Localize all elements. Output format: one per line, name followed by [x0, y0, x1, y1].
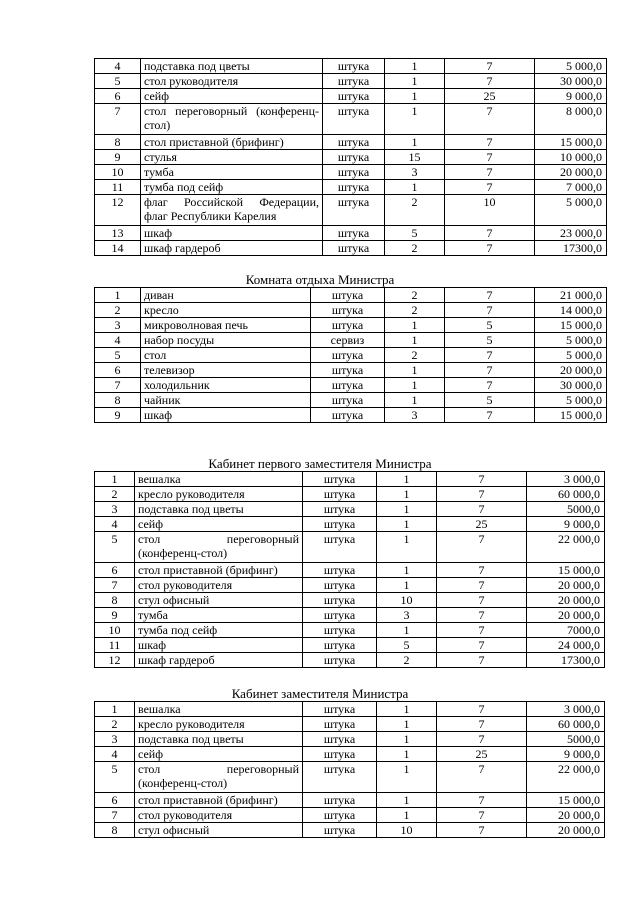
table-row: [95, 762, 605, 793]
first-deputy-office-table: [94, 471, 605, 668]
row-number-cell: 2: [95, 717, 135, 732]
row-number-cell: 4: [95, 59, 141, 74]
item-name-cell: стулья: [141, 150, 323, 165]
unit-cell: штука: [303, 623, 377, 638]
item-name-cell: стул офисный: [135, 823, 303, 838]
quantity-cell: 1: [385, 74, 445, 89]
row-number-cell: 6: [95, 89, 141, 104]
quantity-cell: 2: [385, 288, 445, 303]
table-row: [95, 608, 605, 623]
service-life-cell: 7: [437, 823, 527, 838]
item-name-cell: подставка под цветы: [141, 59, 323, 74]
section-title-rest-room: Комната отдыха Министра: [245, 272, 395, 287]
unit-cell: штука: [323, 104, 385, 135]
unit-cell: штука: [311, 363, 385, 378]
service-life-cell: 7: [437, 608, 527, 623]
unit-cell: штука: [311, 393, 385, 408]
table-row: [95, 732, 605, 747]
row-number-cell: 1: [95, 702, 135, 717]
price-cell: 17300,0: [535, 241, 607, 256]
service-life-cell: 25: [445, 89, 535, 104]
quantity-cell: 1: [377, 563, 437, 578]
row-number-cell: 7: [95, 104, 141, 135]
quantity-cell: 2: [385, 348, 445, 363]
item-name-cell: тумба под сейф: [141, 180, 323, 195]
item-name-cell: шкаф гардероб: [135, 653, 303, 668]
table-row: [95, 487, 605, 502]
service-life-cell: 7: [437, 487, 527, 502]
unit-cell: штука: [323, 59, 385, 74]
price-cell: 3 000,0: [527, 472, 605, 487]
unit-cell: штука: [303, 638, 377, 653]
unit-cell: штука: [303, 808, 377, 823]
unit-cell: штука: [323, 135, 385, 150]
item-name-cell: шкаф гардероб: [141, 241, 323, 256]
unit-cell: штука: [303, 487, 377, 502]
item-name-cell: сейф: [135, 747, 303, 762]
item-name-cell: стол переговорный (конференц-стол): [135, 762, 303, 793]
item-name-cell: подставка под цветы: [135, 732, 303, 747]
quantity-cell: 5: [377, 638, 437, 653]
unit-cell: штука: [323, 195, 385, 226]
table-row: [95, 823, 605, 838]
quantity-cell: 1: [385, 363, 445, 378]
table-row: [95, 241, 607, 256]
table-row: [95, 333, 607, 348]
quantity-cell: 1: [377, 808, 437, 823]
row-number-cell: 8: [95, 393, 141, 408]
table-row: [95, 59, 607, 74]
quantity-cell: 1: [377, 532, 437, 563]
unit-cell: штука: [323, 74, 385, 89]
quantity-cell: 1: [377, 502, 437, 517]
service-life-cell: 5: [445, 318, 535, 333]
price-cell: 5 000,0: [535, 348, 607, 363]
section-title-deputy-office: Кабинет заместителя Министра: [231, 686, 409, 701]
unit-cell: штука: [323, 180, 385, 195]
unit-cell: штука: [323, 226, 385, 241]
price-cell: 5 000,0: [535, 393, 607, 408]
item-name-cell: стол приставной (брифинг): [135, 563, 303, 578]
quantity-cell: 1: [385, 333, 445, 348]
price-cell: 23 000,0: [535, 226, 607, 241]
price-cell: 8 000,0: [535, 104, 607, 135]
quantity-cell: 1: [377, 793, 437, 808]
quantity-cell: 1: [377, 623, 437, 638]
unit-cell: штука: [303, 472, 377, 487]
row-number-cell: 11: [95, 638, 135, 653]
service-life-cell: 10: [445, 195, 535, 226]
service-life-cell: 7: [445, 241, 535, 256]
table-body: [95, 59, 607, 256]
table-row: [95, 393, 607, 408]
quantity-cell: 1: [377, 747, 437, 762]
price-cell: 30 000,0: [535, 74, 607, 89]
unit-cell: штука: [303, 732, 377, 747]
item-name-cell: стол приставной (брифинг): [135, 793, 303, 808]
row-number-cell: 3: [95, 502, 135, 517]
unit-cell: штука: [303, 762, 377, 793]
service-life-cell: 7: [445, 180, 535, 195]
unit-cell: штука: [303, 517, 377, 532]
unit-cell: штука: [303, 502, 377, 517]
item-name-cell: сейф: [135, 517, 303, 532]
row-number-cell: 12: [95, 195, 141, 226]
item-name-cell: стол руководителя: [141, 74, 323, 89]
row-number-cell: 5: [95, 74, 141, 89]
row-number-cell: 6: [95, 793, 135, 808]
unit-cell: штука: [303, 793, 377, 808]
row-number-cell: 3: [95, 318, 141, 333]
service-life-cell: 7: [445, 135, 535, 150]
table-row: [95, 638, 605, 653]
item-name-cell: кресло руководителя: [135, 717, 303, 732]
table-row: [95, 532, 605, 563]
price-cell: 30 000,0: [535, 378, 607, 393]
table-row: [95, 195, 607, 226]
table-row: [95, 348, 607, 363]
service-life-cell: 7: [437, 808, 527, 823]
quantity-cell: 1: [385, 393, 445, 408]
quantity-cell: 1: [385, 135, 445, 150]
rest-room-table: [94, 287, 607, 423]
item-name-cell: тумба: [141, 165, 323, 180]
price-cell: 20 000,0: [527, 593, 605, 608]
price-cell: 60 000,0: [527, 487, 605, 502]
service-life-cell: 7: [445, 150, 535, 165]
row-number-cell: 10: [95, 165, 141, 180]
price-cell: 21 000,0: [535, 288, 607, 303]
item-name-cell: стул офисный: [135, 593, 303, 608]
service-life-cell: 5: [445, 393, 535, 408]
item-name-cell: стол руководителя: [135, 578, 303, 593]
table-row: [95, 135, 607, 150]
service-life-cell: 7: [437, 638, 527, 653]
unit-cell: штука: [303, 608, 377, 623]
service-life-cell: 7: [445, 363, 535, 378]
deputy-office-table: [94, 701, 605, 838]
table-body: [95, 702, 605, 838]
quantity-cell: 1: [385, 378, 445, 393]
item-name-cell: вешалка: [135, 472, 303, 487]
row-number-cell: 4: [95, 747, 135, 762]
row-number-cell: 4: [95, 517, 135, 532]
section-title-first-deputy-office: Кабинет первого заместителя Министра: [208, 456, 432, 471]
item-name-cell: телевизор: [141, 363, 311, 378]
price-cell: 5 000,0: [535, 195, 607, 226]
item-name-cell: шкаф: [141, 226, 323, 241]
table-body: [95, 288, 607, 423]
quantity-cell: 1: [377, 762, 437, 793]
quantity-cell: 1: [385, 59, 445, 74]
unit-cell: штука: [323, 241, 385, 256]
table-row: [95, 363, 607, 378]
price-cell: 15 000,0: [535, 135, 607, 150]
row-number-cell: 6: [95, 563, 135, 578]
service-life-cell: 7: [437, 702, 527, 717]
row-number-cell: 4: [95, 333, 141, 348]
table-row: [95, 74, 607, 89]
table-row: [95, 318, 607, 333]
price-cell: 17300,0: [527, 653, 605, 668]
row-number-cell: 10: [95, 623, 135, 638]
item-name-cell: тумба под сейф: [135, 623, 303, 638]
price-cell: 7000,0: [527, 623, 605, 638]
service-life-cell: 7: [437, 578, 527, 593]
item-name-cell: кресло: [141, 303, 311, 318]
row-number-cell: 5: [95, 348, 141, 363]
service-life-cell: 7: [445, 303, 535, 318]
unit-cell: штука: [303, 593, 377, 608]
price-cell: 20 000,0: [527, 808, 605, 823]
service-life-cell: 5: [445, 333, 535, 348]
table-row: [95, 593, 605, 608]
quantity-cell: 1: [385, 180, 445, 195]
price-cell: 15 000,0: [527, 563, 605, 578]
service-life-cell: 7: [445, 288, 535, 303]
price-cell: 7 000,0: [535, 180, 607, 195]
row-number-cell: 8: [95, 593, 135, 608]
table-row: [95, 502, 605, 517]
table-row: [95, 808, 605, 823]
row-number-cell: 9: [95, 150, 141, 165]
price-cell: 10 000,0: [535, 150, 607, 165]
price-cell: 20 000,0: [527, 608, 605, 623]
table-row: [95, 517, 605, 532]
quantity-cell: 15: [385, 150, 445, 165]
service-life-cell: 7: [437, 623, 527, 638]
item-name-cell: чайник: [141, 393, 311, 408]
price-cell: 20 000,0: [527, 578, 605, 593]
quantity-cell: 1: [377, 517, 437, 532]
item-name-cell: стол переговорный (конференц-стол): [141, 104, 323, 135]
table-row: [95, 226, 607, 241]
quantity-cell: 10: [377, 823, 437, 838]
price-cell: 20 000,0: [535, 363, 607, 378]
price-cell: 9 000,0: [527, 517, 605, 532]
table-row: [95, 378, 607, 393]
quantity-cell: 3: [385, 408, 445, 423]
price-cell: 20 000,0: [535, 165, 607, 180]
table-row: [95, 623, 605, 638]
price-cell: 5000,0: [527, 502, 605, 517]
price-cell: 9 000,0: [535, 89, 607, 104]
item-name-cell: шкаф: [135, 638, 303, 653]
service-life-cell: 7: [437, 532, 527, 563]
service-life-cell: 7: [437, 653, 527, 668]
quantity-cell: 2: [385, 241, 445, 256]
item-name-cell: стол приставной (брифинг): [141, 135, 323, 150]
table-row: [95, 747, 605, 762]
quantity-cell: 5: [385, 226, 445, 241]
unit-cell: штука: [323, 89, 385, 104]
quantity-cell: 1: [377, 702, 437, 717]
table-row: [95, 303, 607, 318]
quantity-cell: 3: [377, 608, 437, 623]
price-cell: 9 000,0: [527, 747, 605, 762]
table-row: [95, 563, 605, 578]
service-life-cell: 7: [445, 226, 535, 241]
row-number-cell: 14: [95, 241, 141, 256]
price-cell: 24 000,0: [527, 638, 605, 653]
quantity-cell: 1: [377, 487, 437, 502]
unit-cell: сервиз: [311, 333, 385, 348]
price-cell: 5000,0: [527, 732, 605, 747]
row-number-cell: 1: [95, 472, 135, 487]
row-number-cell: 6: [95, 363, 141, 378]
unit-cell: штука: [303, 702, 377, 717]
item-name-cell: флаг Российской Федерации, флаг Республики Карелия: [141, 195, 323, 226]
service-life-cell: 7: [437, 732, 527, 747]
unit-cell: штука: [311, 303, 385, 318]
service-life-cell: 7: [437, 762, 527, 793]
quantity-cell: 1: [377, 472, 437, 487]
row-number-cell: 7: [95, 378, 141, 393]
row-number-cell: 8: [95, 823, 135, 838]
item-name-cell: диван: [141, 288, 311, 303]
service-life-cell: 7: [437, 502, 527, 517]
unit-cell: штука: [311, 378, 385, 393]
row-number-cell: 5: [95, 762, 135, 793]
service-life-cell: 7: [437, 593, 527, 608]
service-life-cell: 7: [445, 408, 535, 423]
unit-cell: штука: [311, 408, 385, 423]
price-cell: 15 000,0: [535, 408, 607, 423]
row-number-cell: 2: [95, 303, 141, 318]
service-life-cell: 7: [445, 348, 535, 363]
price-cell: 20 000,0: [527, 823, 605, 838]
row-number-cell: 13: [95, 226, 141, 241]
row-number-cell: 9: [95, 608, 135, 623]
row-number-cell: 9: [95, 408, 141, 423]
item-name-cell: сейф: [141, 89, 323, 104]
service-life-cell: 7: [445, 104, 535, 135]
row-number-cell: 11: [95, 180, 141, 195]
price-cell: 22 000,0: [527, 532, 605, 563]
service-life-cell: 25: [437, 747, 527, 762]
table-row: [95, 165, 607, 180]
row-number-cell: 5: [95, 532, 135, 563]
service-life-cell: 7: [445, 59, 535, 74]
quantity-cell: 1: [385, 89, 445, 104]
table-row: [95, 288, 607, 303]
item-name-cell: стол: [141, 348, 311, 363]
table-row: [95, 793, 605, 808]
service-life-cell: 7: [437, 717, 527, 732]
table-row: [95, 180, 607, 195]
service-life-cell: 7: [437, 563, 527, 578]
table-row: [95, 717, 605, 732]
service-life-cell: 7: [445, 378, 535, 393]
item-name-cell: вешалка: [135, 702, 303, 717]
table-row: [95, 653, 605, 668]
quantity-cell: 2: [377, 653, 437, 668]
quantity-cell: 1: [377, 717, 437, 732]
item-name-cell: стол руководителя: [135, 808, 303, 823]
item-name-cell: подставка под цветы: [135, 502, 303, 517]
unit-cell: штука: [311, 288, 385, 303]
unit-cell: штука: [303, 578, 377, 593]
unit-cell: штука: [303, 823, 377, 838]
table-body: [95, 472, 605, 668]
table-row: [95, 89, 607, 104]
quantity-cell: 1: [385, 318, 445, 333]
price-cell: 5 000,0: [535, 333, 607, 348]
unit-cell: штука: [303, 532, 377, 563]
quantity-cell: 1: [377, 732, 437, 747]
row-number-cell: 2: [95, 487, 135, 502]
item-name-cell: стол переговорный (конференц-стол): [135, 532, 303, 563]
item-name-cell: кресло руководителя: [135, 487, 303, 502]
unit-cell: штука: [303, 717, 377, 732]
price-cell: 3 000,0: [527, 702, 605, 717]
price-cell: 22 000,0: [527, 762, 605, 793]
price-cell: 14 000,0: [535, 303, 607, 318]
table-row: [95, 472, 605, 487]
table-row: [95, 104, 607, 135]
row-number-cell: 7: [95, 808, 135, 823]
price-cell: 15 000,0: [527, 793, 605, 808]
item-name-cell: микроволновая печь: [141, 318, 311, 333]
service-life-cell: 7: [445, 74, 535, 89]
service-life-cell: 7: [437, 793, 527, 808]
row-number-cell: 7: [95, 578, 135, 593]
row-number-cell: 1: [95, 288, 141, 303]
quantity-cell: 3: [385, 165, 445, 180]
unit-cell: штука: [323, 165, 385, 180]
quantity-cell: 1: [377, 578, 437, 593]
quantity-cell: 1: [385, 104, 445, 135]
table-row: [95, 150, 607, 165]
table-row: [95, 702, 605, 717]
table-row: [95, 578, 605, 593]
item-name-cell: шкаф: [141, 408, 311, 423]
unit-cell: штука: [303, 563, 377, 578]
row-number-cell: 3: [95, 732, 135, 747]
service-life-cell: 7: [437, 472, 527, 487]
quantity-cell: 2: [385, 195, 445, 226]
row-number-cell: 12: [95, 653, 135, 668]
unit-cell: штука: [303, 653, 377, 668]
service-life-cell: 25: [437, 517, 527, 532]
unit-cell: штука: [303, 747, 377, 762]
price-cell: 5 000,0: [535, 59, 607, 74]
unit-cell: штука: [323, 150, 385, 165]
item-name-cell: тумба: [135, 608, 303, 623]
unit-cell: штука: [311, 318, 385, 333]
item-name-cell: холодильник: [141, 378, 311, 393]
service-life-cell: 7: [445, 165, 535, 180]
furniture-table-continued: [94, 58, 607, 256]
quantity-cell: 10: [377, 593, 437, 608]
unit-cell: штука: [311, 348, 385, 363]
table-row: [95, 408, 607, 423]
quantity-cell: 2: [385, 303, 445, 318]
row-number-cell: 8: [95, 135, 141, 150]
item-name-cell: набор посуды: [141, 333, 311, 348]
price-cell: 60 000,0: [527, 717, 605, 732]
price-cell: 15 000,0: [535, 318, 607, 333]
